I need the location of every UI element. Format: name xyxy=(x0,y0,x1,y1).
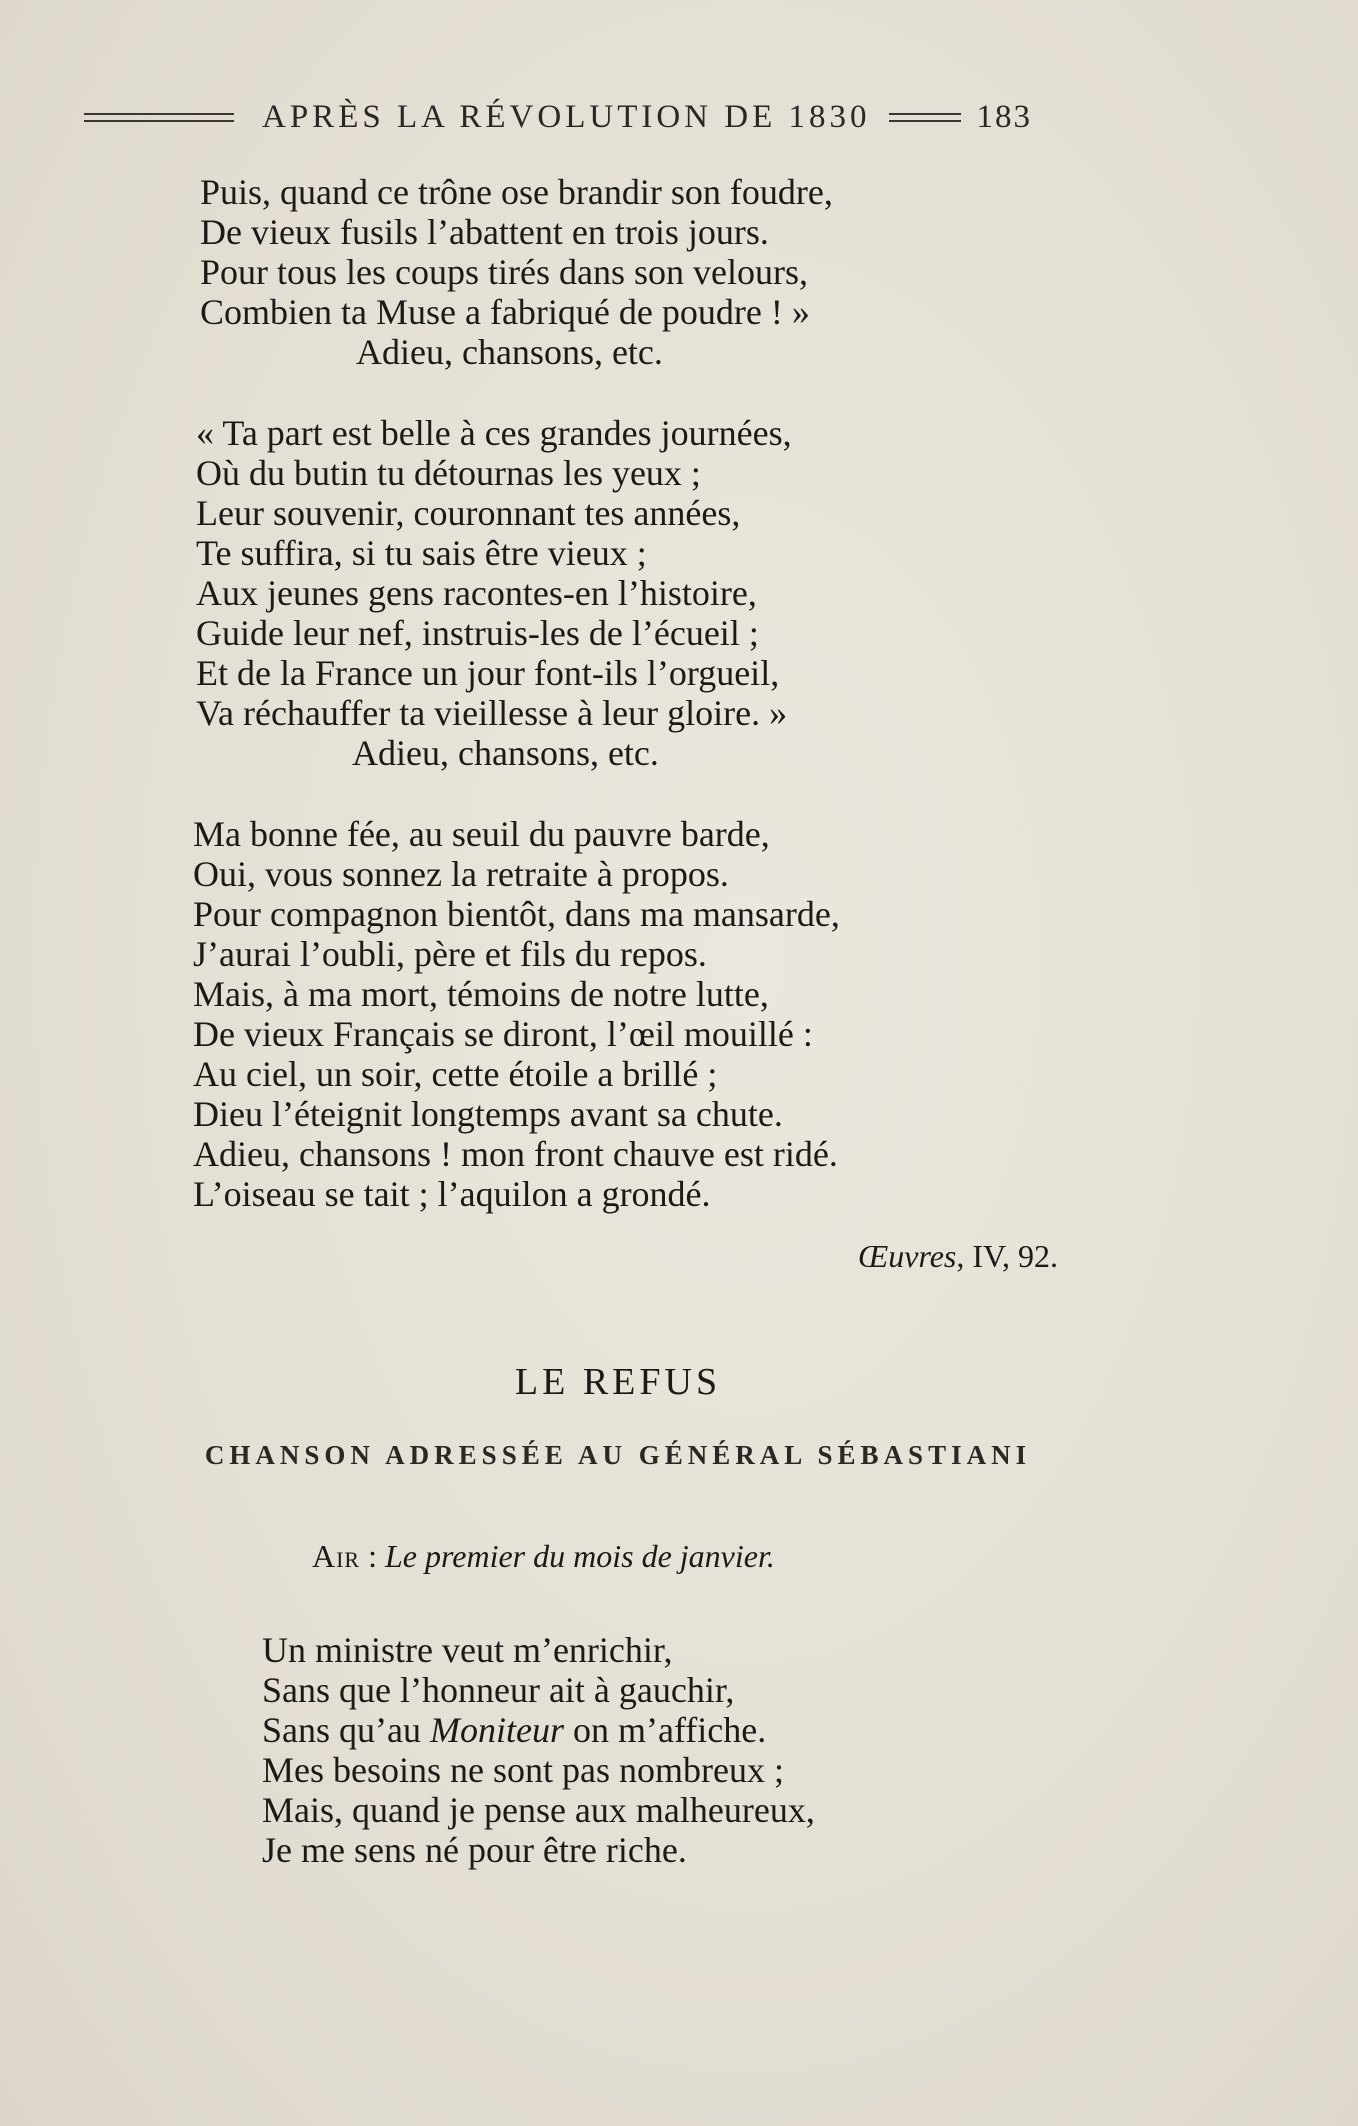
header-rule-left xyxy=(84,113,234,122)
verse-fragment: on m’affiche. xyxy=(563,1710,767,1750)
air-label: Air xyxy=(312,1538,361,1574)
newspaper-title: Moniteur xyxy=(429,1710,564,1750)
air-indication xyxy=(312,1538,775,1575)
running-head-title: APRÈS LA RÉVOLUTION DE 1830 xyxy=(262,98,871,135)
verse-line: Mais, à ma mort, témoins de notre lutte, xyxy=(193,974,769,1014)
verse-line: J’aurai l’oubli, père et fils du repos. xyxy=(193,934,707,974)
verse-line: Mais, quand je pense aux malheureux, xyxy=(262,1790,815,1830)
verse-line: Pour tous les coups tirés dans son velours, xyxy=(200,252,808,292)
stanza-3 xyxy=(193,814,840,1214)
verse-line: Leur souvenir, couronnant tes années, xyxy=(196,493,741,533)
refrain: Adieu, chansons, etc. xyxy=(356,332,663,372)
source-work: Œuvres xyxy=(858,1238,957,1274)
page-number: 183 xyxy=(976,98,1032,135)
stanza-4 xyxy=(262,1630,815,1870)
verse-line: De vieux Français se diront, l’œil mouillé : xyxy=(193,1014,813,1054)
source-citation xyxy=(858,1238,1058,1275)
refrain: Adieu, chansons, etc. xyxy=(352,733,659,773)
verse-line: Ma bonne fée, au seuil du pauvre barde, xyxy=(193,814,770,854)
verse-line: Puis, quand ce trône ose brandir son foudre, xyxy=(200,172,833,212)
stanza-1 xyxy=(200,172,833,372)
verse-line: Dieu l’éteignit longtemps avant sa chute. xyxy=(193,1094,783,1134)
verse-fragment: Sans qu’au xyxy=(262,1710,430,1750)
stanza-2 xyxy=(196,413,792,773)
verse-line: Combien ta Muse a fabriqué de poudre ! » xyxy=(200,292,810,332)
verse-line: Adieu, chansons ! mon front chauve est ridé. xyxy=(193,1134,838,1174)
verse-line: Où du butin tu détournas les yeux ; xyxy=(196,453,701,493)
verse-line: « Ta part est belle à ces grandes journées, xyxy=(196,413,792,453)
verse-line: Au ciel, un soir, cette étoile a brillé ; xyxy=(193,1054,718,1094)
verse-line: Et de la France un jour font-ils l’orgueil, xyxy=(196,653,780,693)
source-reference: , IV, 92. xyxy=(956,1238,1058,1274)
running-head xyxy=(84,92,1184,142)
verse-line: Guide leur nef, instruis-les de l’écueil ; xyxy=(196,613,759,653)
verse-line: Mes besoins ne sont pas nombreux ; xyxy=(262,1750,784,1790)
poem-title: LE REFUS xyxy=(514,1361,722,1403)
verse-line xyxy=(262,1710,815,1750)
verse-line: Va réchauffer ta vieillesse à leur gloire. » xyxy=(196,693,788,733)
air-tune: Le premier du mois de janvier. xyxy=(385,1538,775,1574)
header-rule-right xyxy=(889,113,961,122)
verse-line: De vieux fusils l’abattent en trois jours. xyxy=(200,212,769,252)
verse-line: L’oiseau se tait ; l’aquilon a grondé. xyxy=(193,1174,711,1214)
air-separator: : xyxy=(360,1538,385,1574)
verse-line: Un ministre veut m’enrichir, xyxy=(262,1630,673,1670)
verse-line: Sans que l’honneur ait à gauchir, xyxy=(262,1670,735,1710)
verse-line: Aux jeunes gens racontes-en l’histoire, xyxy=(196,573,757,613)
verse-line: Je me sens né pour être riche. xyxy=(262,1830,687,1870)
verse-line: Te suffira, si tu sais être vieux ; xyxy=(196,533,647,573)
poem-subtitle: CHANSON ADRESSÉE AU GÉNÉRAL SÉBASTIANI xyxy=(204,1440,1032,1470)
verse-line: Oui, vous sonnez la retraite à propos. xyxy=(193,854,729,894)
verse-line: Pour compagnon bientôt, dans ma mansarde, xyxy=(193,894,840,934)
